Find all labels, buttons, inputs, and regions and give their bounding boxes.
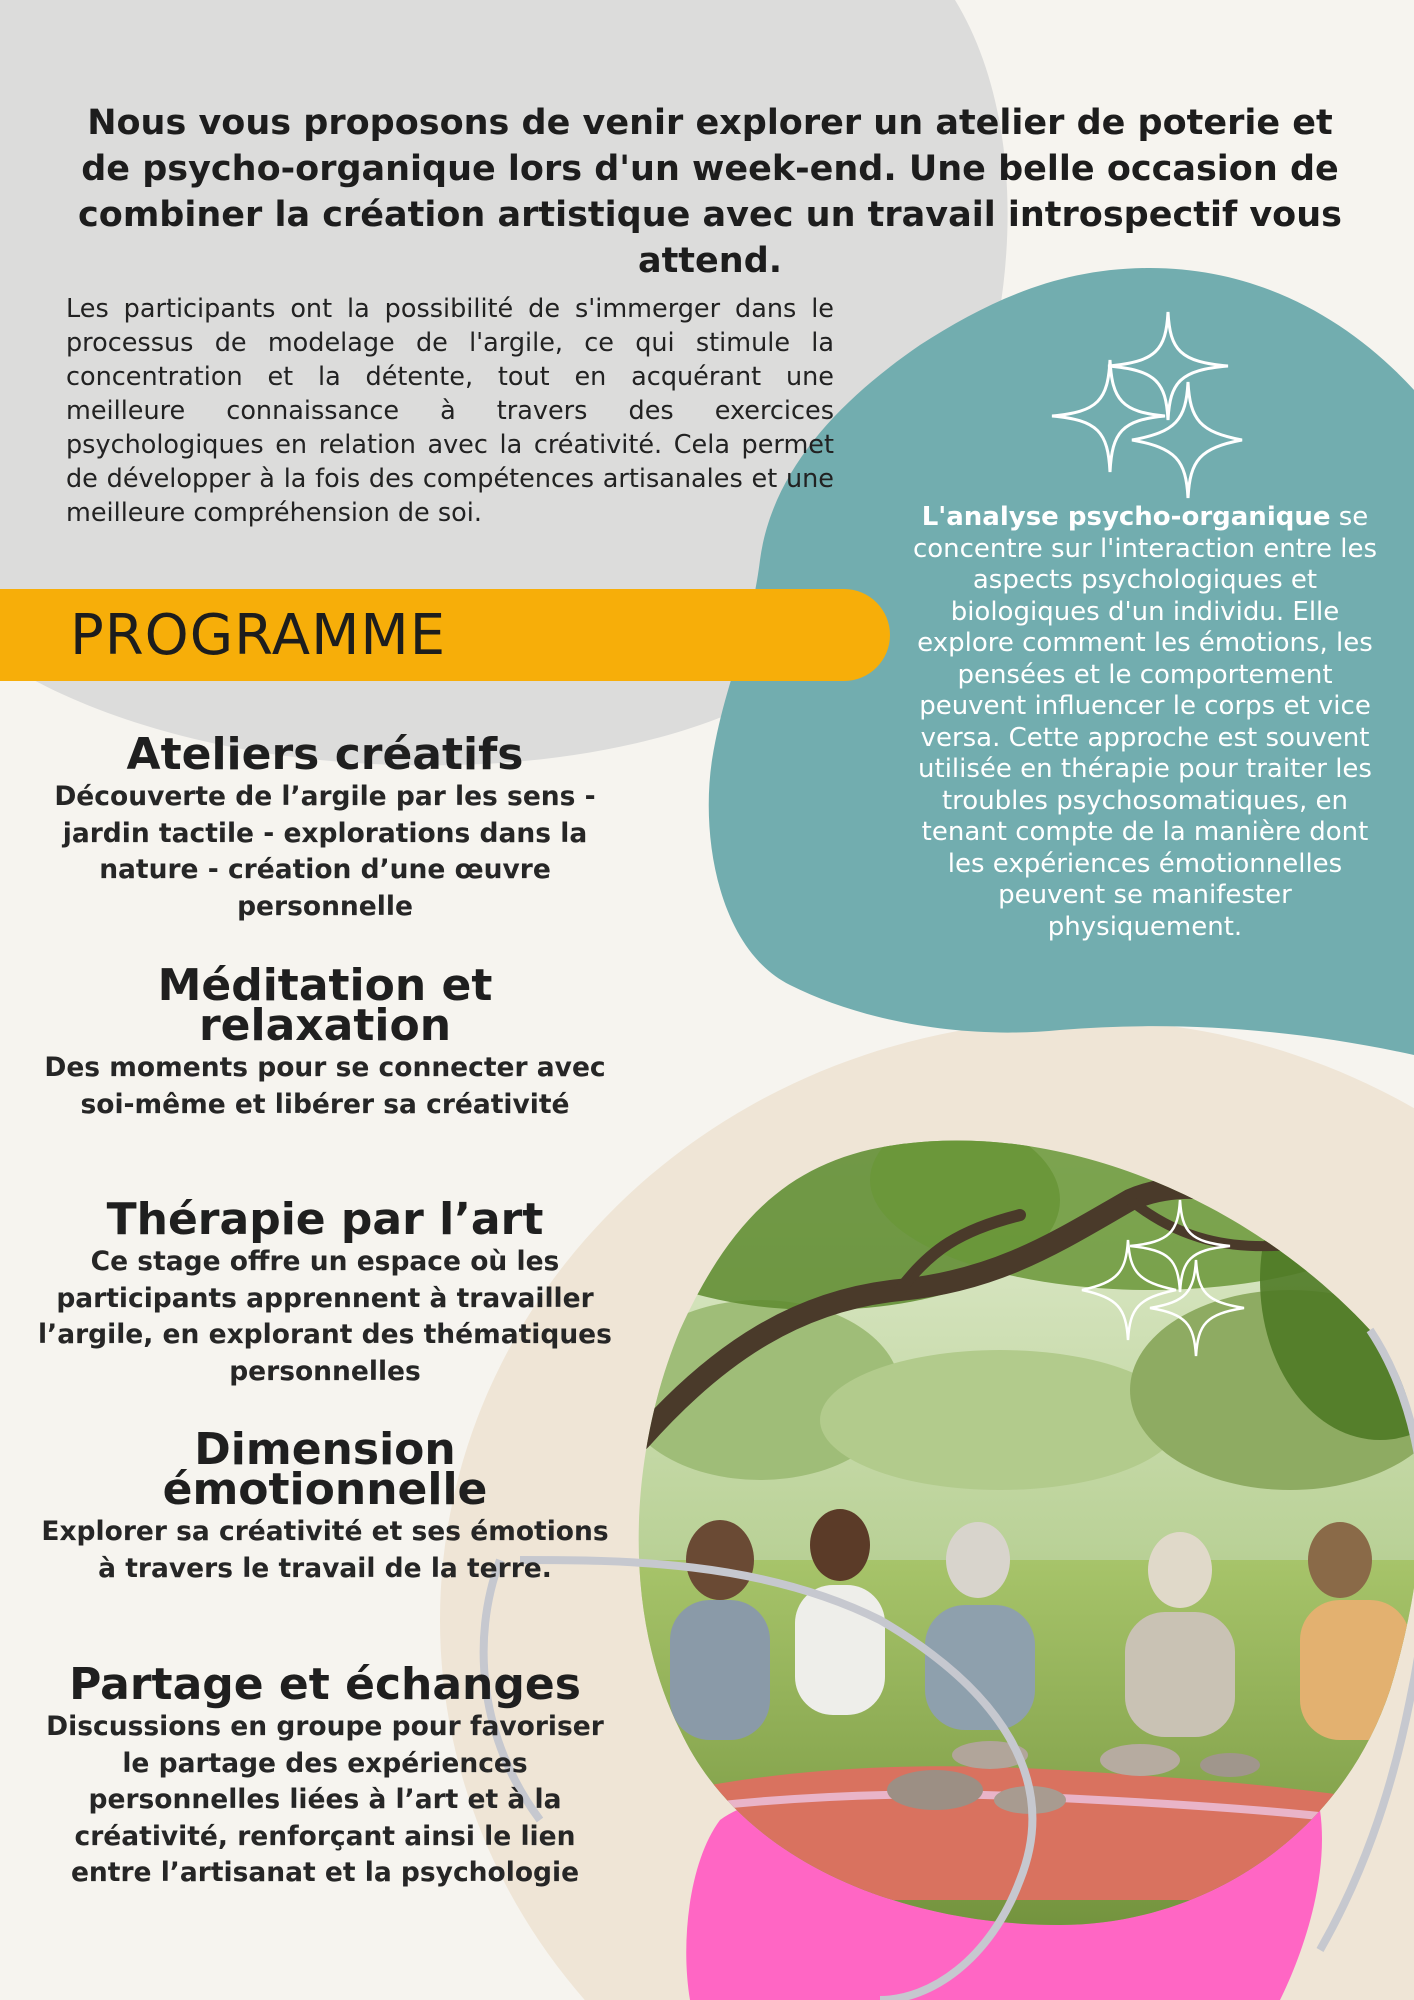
section-partage [30,1659,620,1892]
section-body: Des moments pour se connecter avec soi-même et libérer sa créativité [44,1052,606,1120]
analysis-paragraph [900,502,1390,943]
section-body: Explorer sa créativité et ses émotions à travers le travail de la terre. [41,1516,609,1584]
programme-title: PROGRAMME [70,603,447,668]
section-title: Ateliers créatifs [126,729,524,780]
section-title: Partage et échanges [69,1659,581,1710]
sparkle-icon [1082,1200,1244,1356]
section-meditation [30,960,620,1123]
section-emotionnelle [30,1424,620,1587]
section-title: Thérapie par l’art [106,1194,544,1245]
section-body: Découverte de l’argile par les sens - jardin tactile - explorations dans la nature - création d’une œuvre personnelle [54,781,596,922]
sparkle-icon [1052,312,1242,498]
analysis-text: se concentre sur l'interaction entre les aspects psychologiques et biologiques d'un individu. Elle explore comment les émotions, les pensées et le comportement peuvent influencer le corps et vice versa. Cette approche est souvent utilisée en thérapie pour traiter les troubles psychosomatiques, en tenant compte de la manière dont les expériences émotionnelles peuvent se manifester physiquement. [912,502,1378,942]
section-title: Dimension émotionnelle [162,1424,488,1515]
section-ateliers [30,729,620,925]
intro-paragraph: Les participants ont la possibilité de s'immerger dans le processus de modelage de l'argile, ce qui stimule la concentration et la détente, tout en acquérant une meilleure connaissance à travers des exercices psychologiques en relation avec la créativité. Cela permet de développer à la fois des compétences artisanales et une meilleure compréhension de soi. [66,294,834,528]
section-body: Ce stage offre un espace où les participants apprennent à travailler l’argile, en explorant des thématiques personnelles [38,1246,612,1387]
section-body: Discussions en groupe pour favoriser le partage des expériences personnelles liées à l’art et à la créativité, renforçant ainsi le lien entre l’artisanat et la psychologie [46,1711,604,1888]
section-title: Méditation et relaxation [157,960,493,1051]
section-therapie [30,1194,620,1390]
analysis-term: L'analyse psycho-organique [921,502,1331,532]
headline: Nous vous proposons de venir explorer un atelier de poterie et de psycho-organique lors d'un week-end. Une belle occasion de combiner la création artistique avec un travail introspectif vous attend. [78,103,1342,281]
